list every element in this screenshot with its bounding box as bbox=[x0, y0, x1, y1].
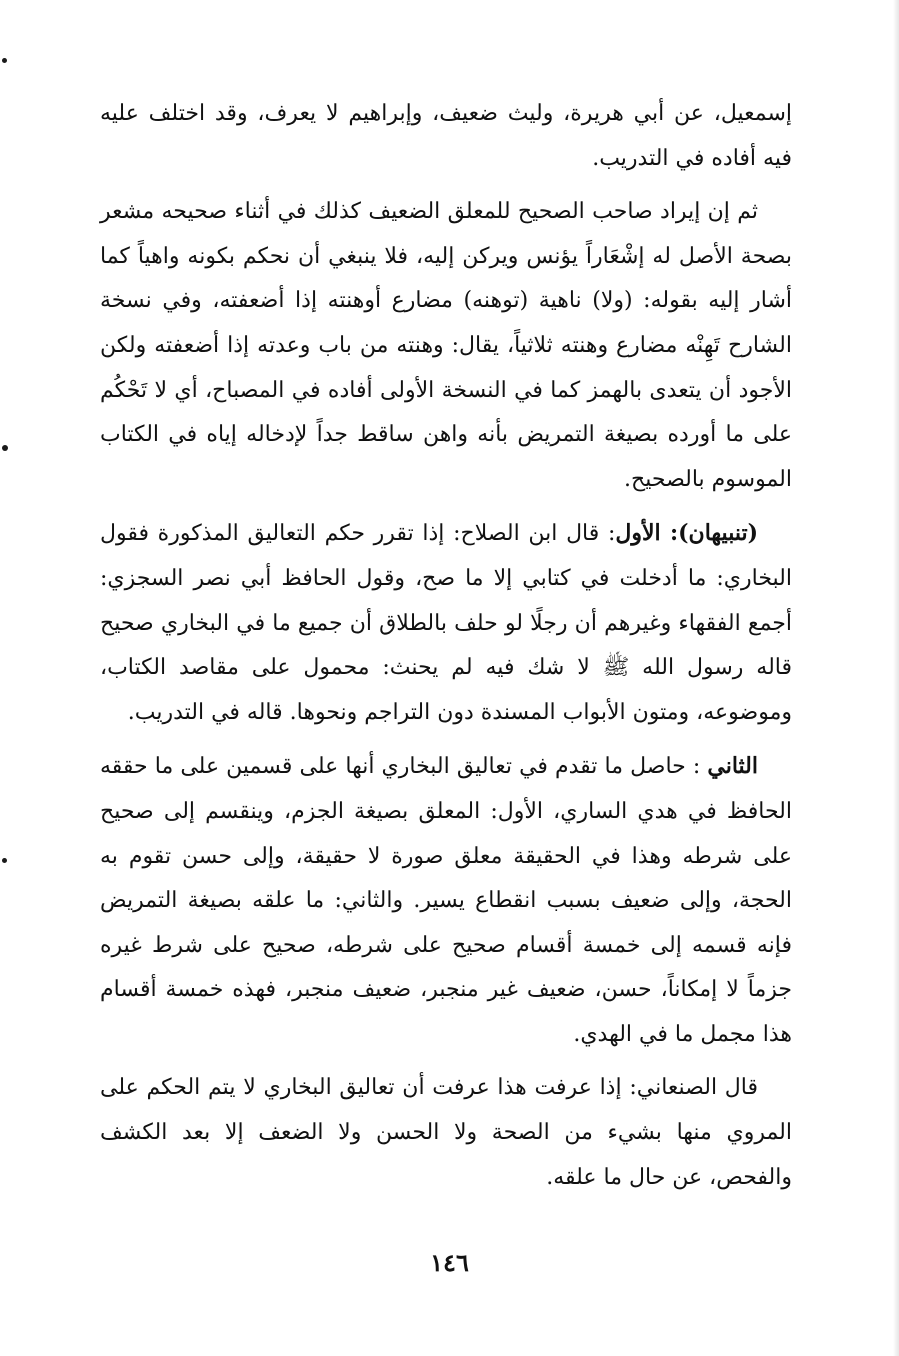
paragraph-2 bbox=[100, 190, 792, 502]
second-note-heading: الثاني bbox=[707, 753, 758, 780]
scan-speck bbox=[2, 858, 7, 863]
paragraph-1-text: إسمعيل، عن أبي هريرة، وليث ضعيف، وإبراهيم لا يعرف، وقد اختلف عليه فيه أفاده في التدريب. bbox=[100, 101, 792, 171]
paragraph-2-text: ثم إن إيراد صاحب الصحيح للمعلق الضعيف كذلك في أثناء صحيحه مشعر بصحة الأصل له إشْعَاراً يؤنس ويركن إليه، فلا ينبغي أن نحكم بكونه واهياً كما أشار إليه بقوله: (ولا) ناهية (توهنه) مضارع أوهنته إذا أضعفته، وفي نسخة الشارح تَهِنْه مضارع وهنته ثلاثياً، يقال: وهنته من باب وعدته إذا أضعفته ولكن الأجود أن يتعدى بالهمز كما في النسخة الأولى أفاده في المصباح، أي لا تَحْكُم على ما أورده بصيغة التمريض بأنه واهن ساقط جداً لإدخاله إياه في الكتاب الموسوم بالصحيح. bbox=[100, 199, 792, 492]
first-note-heading: الأول bbox=[615, 520, 661, 547]
scan-speck bbox=[2, 58, 7, 63]
paragraph-5 bbox=[100, 1066, 792, 1200]
body-text bbox=[100, 92, 792, 1200]
paragraph-1 bbox=[100, 92, 792, 181]
paragraph-4-second-note bbox=[100, 744, 792, 1057]
page-edge-shadow bbox=[893, 0, 899, 1356]
first-note-text: : قال ابن الصلاح: إذا تقرر حكم التعاليق المذكورة فقول البخاري: ما أدخلت في كتابي إلا ما صح، وقول الحافظ أبي نصر السجزي: أجمع الفقهاء وغيرهم أن رجلًا لو حلف بالطلاق أن جميع ما في البخاري صحيح قاله رسول الله ﷺ لا شك فيه لم يحنث: محمول على مقاصد الكتاب، وموضوعه، ومتون الأبواب المسندة دون التراجم ونحوها. قاله في التدريب. bbox=[100, 521, 792, 725]
paragraph-3-tanbihan bbox=[100, 511, 792, 735]
scan-speck bbox=[2, 445, 8, 451]
page-number: ١٤٦ bbox=[430, 1248, 469, 1277]
tanbihan-heading: (تنبيهان): bbox=[660, 520, 759, 547]
paragraph-5-text: قال الصنعاني: إذا عرفت هذا عرفت أن تعاليق البخاري لا يتم الحكم على المروي منها بشيء من الصحة ولا الحسن ولا الضعف إلا بعد الكشف والفحص، عن حال ما علقه. bbox=[100, 1075, 792, 1190]
second-note-text: : حاصل ما تقدم في تعاليق البخاري أنها على قسمين على ما حققه الحافظ في هدي الساري، الأول: المعلق بصيغة الجزم، وينقسم إلى صحيح على شرطه وهذا في الحقيقة معلق صورة لا حقيقة، وإلى حسن تقوم به الحجة، وإلى ضعيف بسبب انقطاع يسير. والثاني: ما علقه بصيغة التمريض فإنه قسمه إلى خمسة أقسام صحيح على شرطه، صحيح على شرط غيره جزماً لا إمكاناً، حسن، ضعيف غير منجبر، ضعيف منجبر، فهذه خمسة أقسام هذا مجمل ما في الهدي. bbox=[100, 754, 792, 1047]
